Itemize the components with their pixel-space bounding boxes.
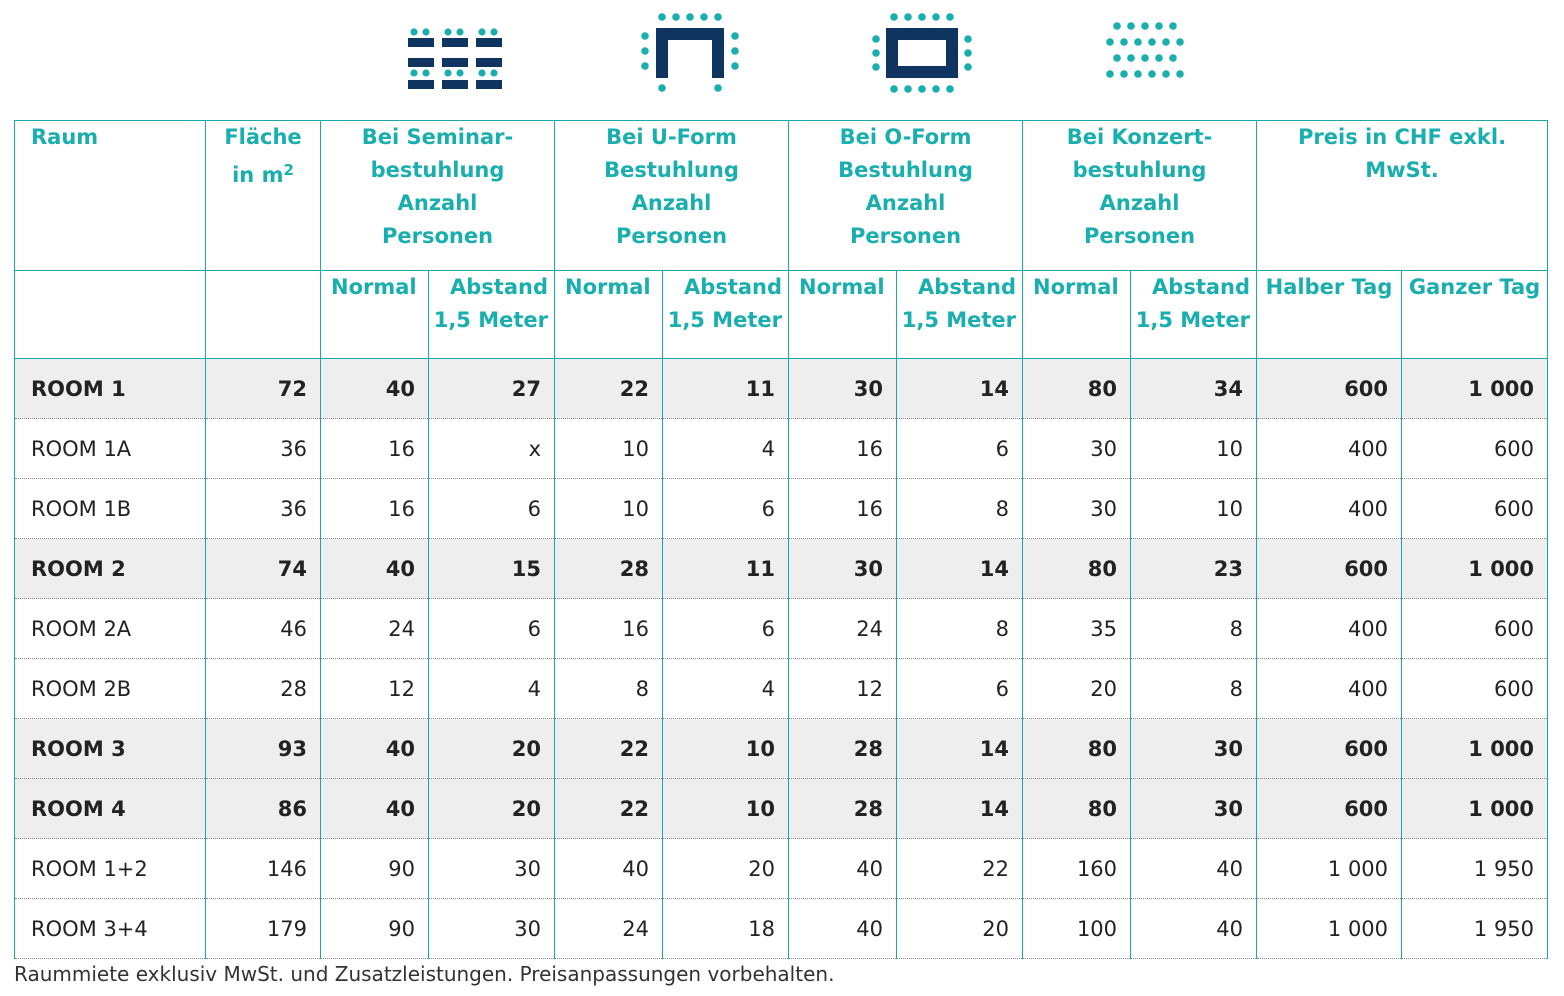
cell-preis-ganzer-tag: 1 950 xyxy=(1402,899,1548,959)
cell-flaeche: 72 xyxy=(206,359,321,419)
cell-seminar-abstand: 30 xyxy=(429,839,555,899)
cell-preis-ganzer-tag: 1 000 xyxy=(1402,779,1548,839)
cell-uform-abstand: 10 xyxy=(663,779,789,839)
header-oform xyxy=(789,121,1023,271)
header-abstand-line: Abstand xyxy=(1152,275,1251,299)
cell-uform-normal: 8 xyxy=(555,659,663,719)
cell-konzert-abstand: 30 xyxy=(1131,779,1257,839)
header-uform-line: Bei U-Form xyxy=(606,125,737,149)
header-oform-normal: Normal xyxy=(789,271,897,359)
cell-room-name: ROOM 3+4 xyxy=(15,899,206,959)
cell-oform-normal: 30 xyxy=(789,539,897,599)
cell-preis-halber-tag: 600 xyxy=(1257,719,1402,779)
header-konzert-line: Personen xyxy=(1084,224,1196,248)
cell-uform-normal: 16 xyxy=(555,599,663,659)
cell-preis-halber-tag: 400 xyxy=(1257,599,1402,659)
cell-konzert-abstand: 40 xyxy=(1131,899,1257,959)
cell-preis-halber-tag: 400 xyxy=(1257,479,1402,539)
table-row xyxy=(15,419,1548,479)
cell-seminar-abstand: 30 xyxy=(429,899,555,959)
cell-oform-normal: 16 xyxy=(789,419,897,479)
header-abstand-line: 1,5 Meter xyxy=(1135,308,1251,332)
cell-uform-normal: 22 xyxy=(555,719,663,779)
cell-room-name: ROOM 4 xyxy=(15,779,206,839)
cell-uform-normal: 10 xyxy=(555,419,663,479)
concert-seating-icon xyxy=(1102,8,1192,98)
cell-oform-abstand: 14 xyxy=(897,359,1023,419)
table-row xyxy=(15,719,1548,779)
cell-konzert-abstand: 10 xyxy=(1131,419,1257,479)
header-uform-abstand xyxy=(663,271,789,359)
cell-konzert-abstand: 30 xyxy=(1131,719,1257,779)
cell-oform-normal: 24 xyxy=(789,599,897,659)
cell-preis-ganzer-tag: 600 xyxy=(1402,659,1548,719)
cell-room-name: ROOM 1+2 xyxy=(15,839,206,899)
cell-room-name: ROOM 2B xyxy=(15,659,206,719)
cell-konzert-normal: 30 xyxy=(1023,419,1131,479)
header-seminar-abstand xyxy=(429,271,555,359)
header-oform-line: Bei O-Form xyxy=(839,125,972,149)
cell-konzert-normal: 20 xyxy=(1023,659,1131,719)
cell-oform-normal: 40 xyxy=(789,839,897,899)
o-shape-seating-icon xyxy=(872,8,972,98)
cell-seminar-normal: 90 xyxy=(321,899,429,959)
header-uform-line: Anzahl xyxy=(631,191,712,215)
cell-seminar-abstand: 27 xyxy=(429,359,555,419)
header-konzert-line: Anzahl xyxy=(1099,191,1180,215)
cell-konzert-abstand: 10 xyxy=(1131,479,1257,539)
header-konzert-line: bestuhlung xyxy=(1072,158,1207,182)
cell-oform-abstand: 6 xyxy=(897,659,1023,719)
cell-seminar-abstand: 20 xyxy=(429,779,555,839)
cell-uform-abstand: 4 xyxy=(663,659,789,719)
header-abstand-line: 1,5 Meter xyxy=(433,308,548,332)
cell-uform-normal: 10 xyxy=(555,479,663,539)
cell-oform-abstand: 14 xyxy=(897,539,1023,599)
cell-konzert-normal: 80 xyxy=(1023,539,1131,599)
cell-seminar-abstand: 4 xyxy=(429,659,555,719)
room-rows xyxy=(15,359,1548,959)
cell-seminar-normal: 12 xyxy=(321,659,429,719)
cell-uform-normal: 22 xyxy=(555,779,663,839)
header-abstand-line: Abstand xyxy=(684,275,783,299)
cell-oform-normal: 12 xyxy=(789,659,897,719)
header-ganzer-tag: Ganzer Tag xyxy=(1402,271,1548,359)
header-row-main xyxy=(15,121,1548,271)
header-flaeche-label: Fläche xyxy=(224,125,302,149)
table-row xyxy=(15,779,1548,839)
cell-uform-abstand: 6 xyxy=(663,599,789,659)
cell-flaeche: 36 xyxy=(206,479,321,539)
seminar-seating-icon xyxy=(404,8,504,98)
cell-room-name: ROOM 2A xyxy=(15,599,206,659)
cell-seminar-normal: 40 xyxy=(321,539,429,599)
table-row xyxy=(15,359,1548,419)
header-empty-cell xyxy=(15,271,206,359)
cell-seminar-normal: 40 xyxy=(321,719,429,779)
cell-oform-normal: 30 xyxy=(789,359,897,419)
header-abstand-line: Abstand xyxy=(450,275,548,299)
cell-room-name: ROOM 1A xyxy=(15,419,206,479)
cell-seminar-abstand: 15 xyxy=(429,539,555,599)
header-seminar xyxy=(321,121,555,271)
cell-flaeche: 86 xyxy=(206,779,321,839)
cell-flaeche: 74 xyxy=(206,539,321,599)
cell-flaeche: 93 xyxy=(206,719,321,779)
cell-flaeche: 146 xyxy=(206,839,321,899)
cell-seminar-normal: 40 xyxy=(321,359,429,419)
cell-oform-normal: 16 xyxy=(789,479,897,539)
cell-room-name: ROOM 1B xyxy=(15,479,206,539)
cell-konzert-normal: 35 xyxy=(1023,599,1131,659)
cell-konzert-abstand: 23 xyxy=(1131,539,1257,599)
cell-preis-ganzer-tag: 1 000 xyxy=(1402,539,1548,599)
cell-konzert-abstand: 40 xyxy=(1131,839,1257,899)
cell-oform-normal: 28 xyxy=(789,719,897,779)
cell-konzert-normal: 100 xyxy=(1023,899,1131,959)
cell-seminar-abstand: x xyxy=(429,419,555,479)
header-abstand-line: 1,5 Meter xyxy=(667,308,783,332)
header-flaeche-unit-line xyxy=(206,154,320,192)
header-empty-cell xyxy=(206,271,321,359)
cell-konzert-normal: 80 xyxy=(1023,779,1131,839)
cell-uform-abstand: 4 xyxy=(663,419,789,479)
cell-oform-normal: 40 xyxy=(789,899,897,959)
header-uform-normal: Normal xyxy=(555,271,663,359)
cell-uform-abstand: 10 xyxy=(663,719,789,779)
cell-konzert-normal: 80 xyxy=(1023,719,1131,779)
table-row xyxy=(15,839,1548,899)
header-seminar-normal: Normal xyxy=(321,271,429,359)
header-konzert-abstand xyxy=(1131,271,1257,359)
cell-seminar-normal: 24 xyxy=(321,599,429,659)
cell-oform-abstand: 14 xyxy=(897,779,1023,839)
cell-uform-abstand: 18 xyxy=(663,899,789,959)
cell-seminar-abstand: 6 xyxy=(429,479,555,539)
cell-seminar-normal: 40 xyxy=(321,779,429,839)
cell-uform-abstand: 11 xyxy=(663,539,789,599)
cell-oform-abstand: 22 xyxy=(897,839,1023,899)
cell-preis-ganzer-tag: 1 000 xyxy=(1402,719,1548,779)
cell-konzert-normal: 80 xyxy=(1023,359,1131,419)
header-halber-tag: Halber Tag xyxy=(1257,271,1402,359)
header-uform xyxy=(555,121,789,271)
header-oform-abstand xyxy=(897,271,1023,359)
cell-flaeche: 179 xyxy=(206,899,321,959)
seating-icons-row xyxy=(0,0,1564,110)
cell-room-name: ROOM 1 xyxy=(15,359,206,419)
cell-room-name: ROOM 2 xyxy=(15,539,206,599)
header-seminar-line: Personen xyxy=(381,224,494,248)
header-oform-line: Anzahl xyxy=(865,191,946,215)
header-abstand-line: Abstand xyxy=(918,275,1017,299)
cell-preis-ganzer-tag: 600 xyxy=(1402,599,1548,659)
footnote: Raummiete exklusiv MwSt. und Zusatzleistungen. Preisanpassungen vorbehalten. xyxy=(14,962,835,986)
cell-preis-halber-tag: 600 xyxy=(1257,779,1402,839)
cell-seminar-normal: 16 xyxy=(321,419,429,479)
cell-preis-ganzer-tag: 1 950 xyxy=(1402,839,1548,899)
cell-preis-halber-tag: 600 xyxy=(1257,359,1402,419)
header-abstand-line: 1,5 Meter xyxy=(901,308,1017,332)
header-konzert xyxy=(1023,121,1257,271)
cell-uform-normal: 28 xyxy=(555,539,663,599)
cell-uform-normal: 22 xyxy=(555,359,663,419)
cell-preis-ganzer-tag: 600 xyxy=(1402,419,1548,479)
header-raum: Raum xyxy=(15,121,206,271)
table-row xyxy=(15,599,1548,659)
cell-uform-abstand: 11 xyxy=(663,359,789,419)
cell-konzert-abstand: 8 xyxy=(1131,659,1257,719)
header-uform-line: Personen xyxy=(615,224,728,248)
header-seminar-line: bestuhlung xyxy=(370,158,505,182)
header-preis-line: Preis in CHF exkl. xyxy=(1298,125,1507,149)
header-uform-line: Bestuhlung xyxy=(604,158,739,182)
header-flaeche-exponent: 2 xyxy=(283,161,294,179)
header-row-sub xyxy=(15,271,1548,359)
cell-uform-normal: 24 xyxy=(555,899,663,959)
room-capacity-table xyxy=(14,120,1548,959)
cell-oform-abstand: 14 xyxy=(897,719,1023,779)
cell-flaeche: 28 xyxy=(206,659,321,719)
cell-oform-abstand: 6 xyxy=(897,419,1023,479)
header-preis-line: MwSt. xyxy=(1365,158,1439,182)
cell-uform-abstand: 6 xyxy=(663,479,789,539)
cell-preis-halber-tag: 400 xyxy=(1257,419,1402,479)
cell-preis-halber-tag: 600 xyxy=(1257,539,1402,599)
cell-seminar-normal: 90 xyxy=(321,839,429,899)
cell-preis-halber-tag: 1 000 xyxy=(1257,899,1402,959)
table-row xyxy=(15,659,1548,719)
cell-room-name: ROOM 3 xyxy=(15,719,206,779)
header-flaeche xyxy=(206,121,321,271)
cell-oform-abstand: 8 xyxy=(897,599,1023,659)
cell-preis-ganzer-tag: 600 xyxy=(1402,479,1548,539)
cell-seminar-abstand: 6 xyxy=(429,599,555,659)
cell-konzert-normal: 160 xyxy=(1023,839,1131,899)
u-shape-seating-icon xyxy=(640,8,740,98)
cell-oform-abstand: 8 xyxy=(897,479,1023,539)
cell-uform-abstand: 20 xyxy=(663,839,789,899)
table-row xyxy=(15,899,1548,959)
cell-uform-normal: 40 xyxy=(555,839,663,899)
cell-flaeche: 46 xyxy=(206,599,321,659)
header-seminar-line: Anzahl xyxy=(397,191,478,215)
cell-preis-ganzer-tag: 1 000 xyxy=(1402,359,1548,419)
cell-seminar-normal: 16 xyxy=(321,479,429,539)
header-oform-line: Bestuhlung xyxy=(838,158,973,182)
cell-oform-normal: 28 xyxy=(789,779,897,839)
header-konzert-line: Bei Konzert- xyxy=(1066,125,1213,149)
cell-preis-halber-tag: 400 xyxy=(1257,659,1402,719)
header-preis xyxy=(1257,121,1548,271)
header-oform-line: Personen xyxy=(849,224,962,248)
table-row xyxy=(15,479,1548,539)
header-flaeche-unit: in m xyxy=(232,163,284,187)
header-konzert-normal: Normal xyxy=(1023,271,1131,359)
cell-konzert-abstand: 34 xyxy=(1131,359,1257,419)
cell-oform-abstand: 20 xyxy=(897,899,1023,959)
cell-preis-halber-tag: 1 000 xyxy=(1257,839,1402,899)
cell-konzert-abstand: 8 xyxy=(1131,599,1257,659)
cell-konzert-normal: 30 xyxy=(1023,479,1131,539)
cell-flaeche: 36 xyxy=(206,419,321,479)
header-seminar-line: Bei Seminar- xyxy=(361,125,514,149)
cell-seminar-abstand: 20 xyxy=(429,719,555,779)
table-row xyxy=(15,539,1548,599)
